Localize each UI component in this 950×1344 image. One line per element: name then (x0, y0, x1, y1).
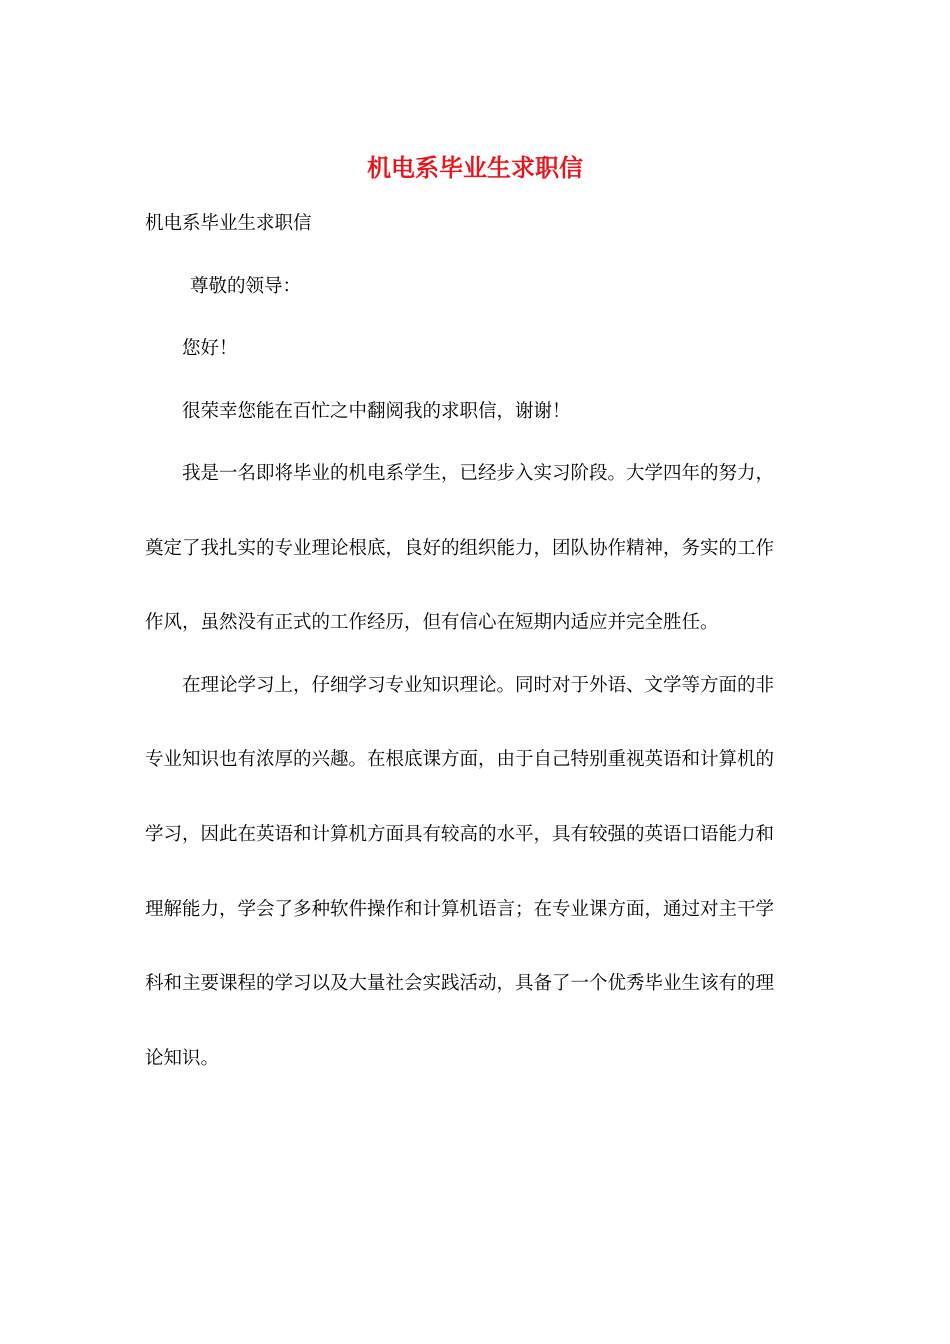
subtitle-line: 机电系毕业生求职信 (145, 213, 312, 234)
body-line: 理解能力，学会了多种软件操作和计算机语言；在专业课方面，通过对主干学 (145, 899, 775, 920)
body-line: 很荣幸您能在百忙之中翻阅我的求职信，谢谢！ (182, 401, 571, 422)
body-line: 作风，虽然没有正式的工作经历，但有信心在短期内适应并完全胜任。 (145, 612, 719, 633)
greeting-line: 您好！ (182, 338, 238, 359)
document-title: 机电系毕业生求职信 (367, 153, 583, 182)
body-line: 在理论学习上，仔细学习专业知识理论。同时对于外语、文学等方面的非 (182, 675, 775, 696)
body-line: 奠定了我扎实的专业理论根底，良好的组织能力，团队协作精神，务实的工作 (145, 538, 775, 559)
salutation-line: 尊敬的领导： (190, 276, 302, 297)
body-line: 学习，因此在英语和计算机方面具有较高的水平，具有较强的英语口语能力和 (145, 824, 775, 845)
body-line: 科和主要课程的学习以及大量社会实践活动，具备了一个优秀毕业生该有的理 (145, 973, 775, 994)
body-line: 专业知识也有浓厚的兴趣。在根底课方面，由于自己特别重视英语和计算机的 (145, 749, 775, 770)
body-line: 我是一名即将毕业的机电系学生，已经步入实习阶段。大学四年的努力， (182, 463, 775, 484)
body-line: 论知识。 (145, 1048, 220, 1069)
